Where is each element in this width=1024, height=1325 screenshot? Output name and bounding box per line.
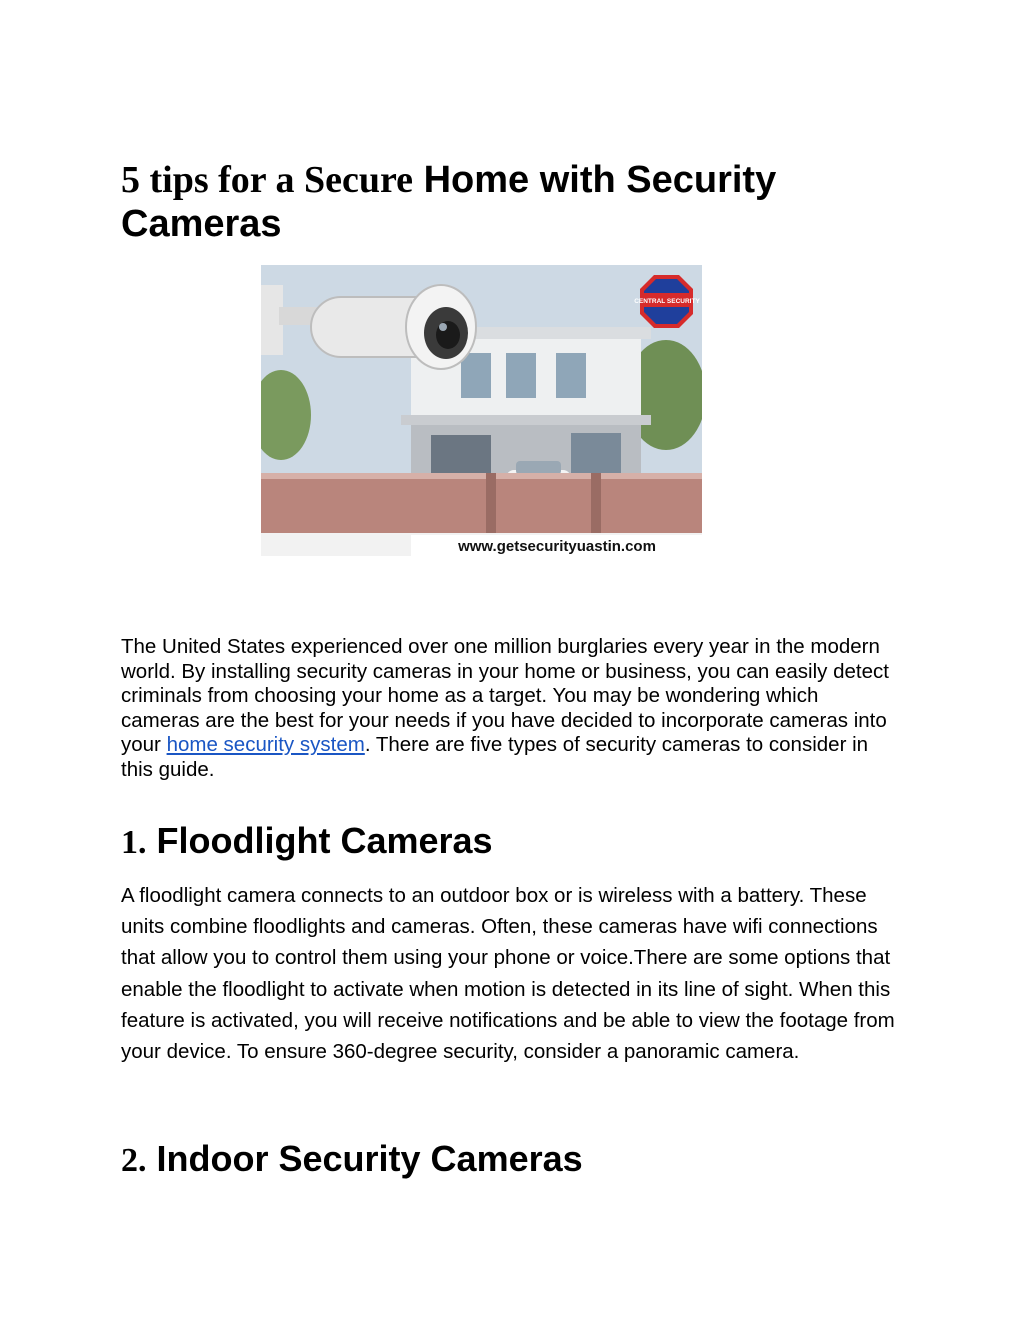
title-part-sans: Home with Security Cameras (121, 159, 777, 245)
home-security-system-link[interactable]: home security system (166, 733, 365, 756)
section-heading-indoor (121, 1138, 583, 1182)
section-number: 1. (121, 824, 147, 861)
floodlight-paragraph: A floodlight camera connects to an outdoor box or is wireless with a battery. These units combine floodlights and cameras. Often, these cameras have wifi connections that allow you to control them using your phone or voice.There are some options that enable the floodlight to activate when motion is detected in its line of sight. When this feature is activated, you will receive notifications and be able to view the footage from your device. To ensure 360-degree security, consider a panoramic camera. (121, 884, 895, 1064)
image-url-text: www.getsecurityuastin.com (458, 538, 656, 555)
intro-paragraph (121, 635, 901, 782)
title-part-serif: 5 tips for a Secure (121, 159, 414, 201)
intro-text: The United States experienced over one million burglaries every year in the modern world. By installing security cameras in your home or business, you can easily detect criminals from choosing your home as a target. You may be wondering which cameras are the best for your needs if you have decided to incorporate cameras into your (121, 635, 889, 756)
page-title (121, 158, 901, 246)
hero-image (261, 265, 702, 556)
section-heading-text: Indoor Security Cameras (146, 1138, 583, 1179)
section-number: 2. (121, 1142, 147, 1179)
badge-text: CENTRAL SECURITY (634, 298, 700, 305)
section-heading-floodlight (121, 820, 493, 864)
section-heading-text: Floodlight Cameras (146, 820, 493, 861)
intro-text-end: . There are five types of security cameras to consider in this guide. (121, 733, 869, 781)
